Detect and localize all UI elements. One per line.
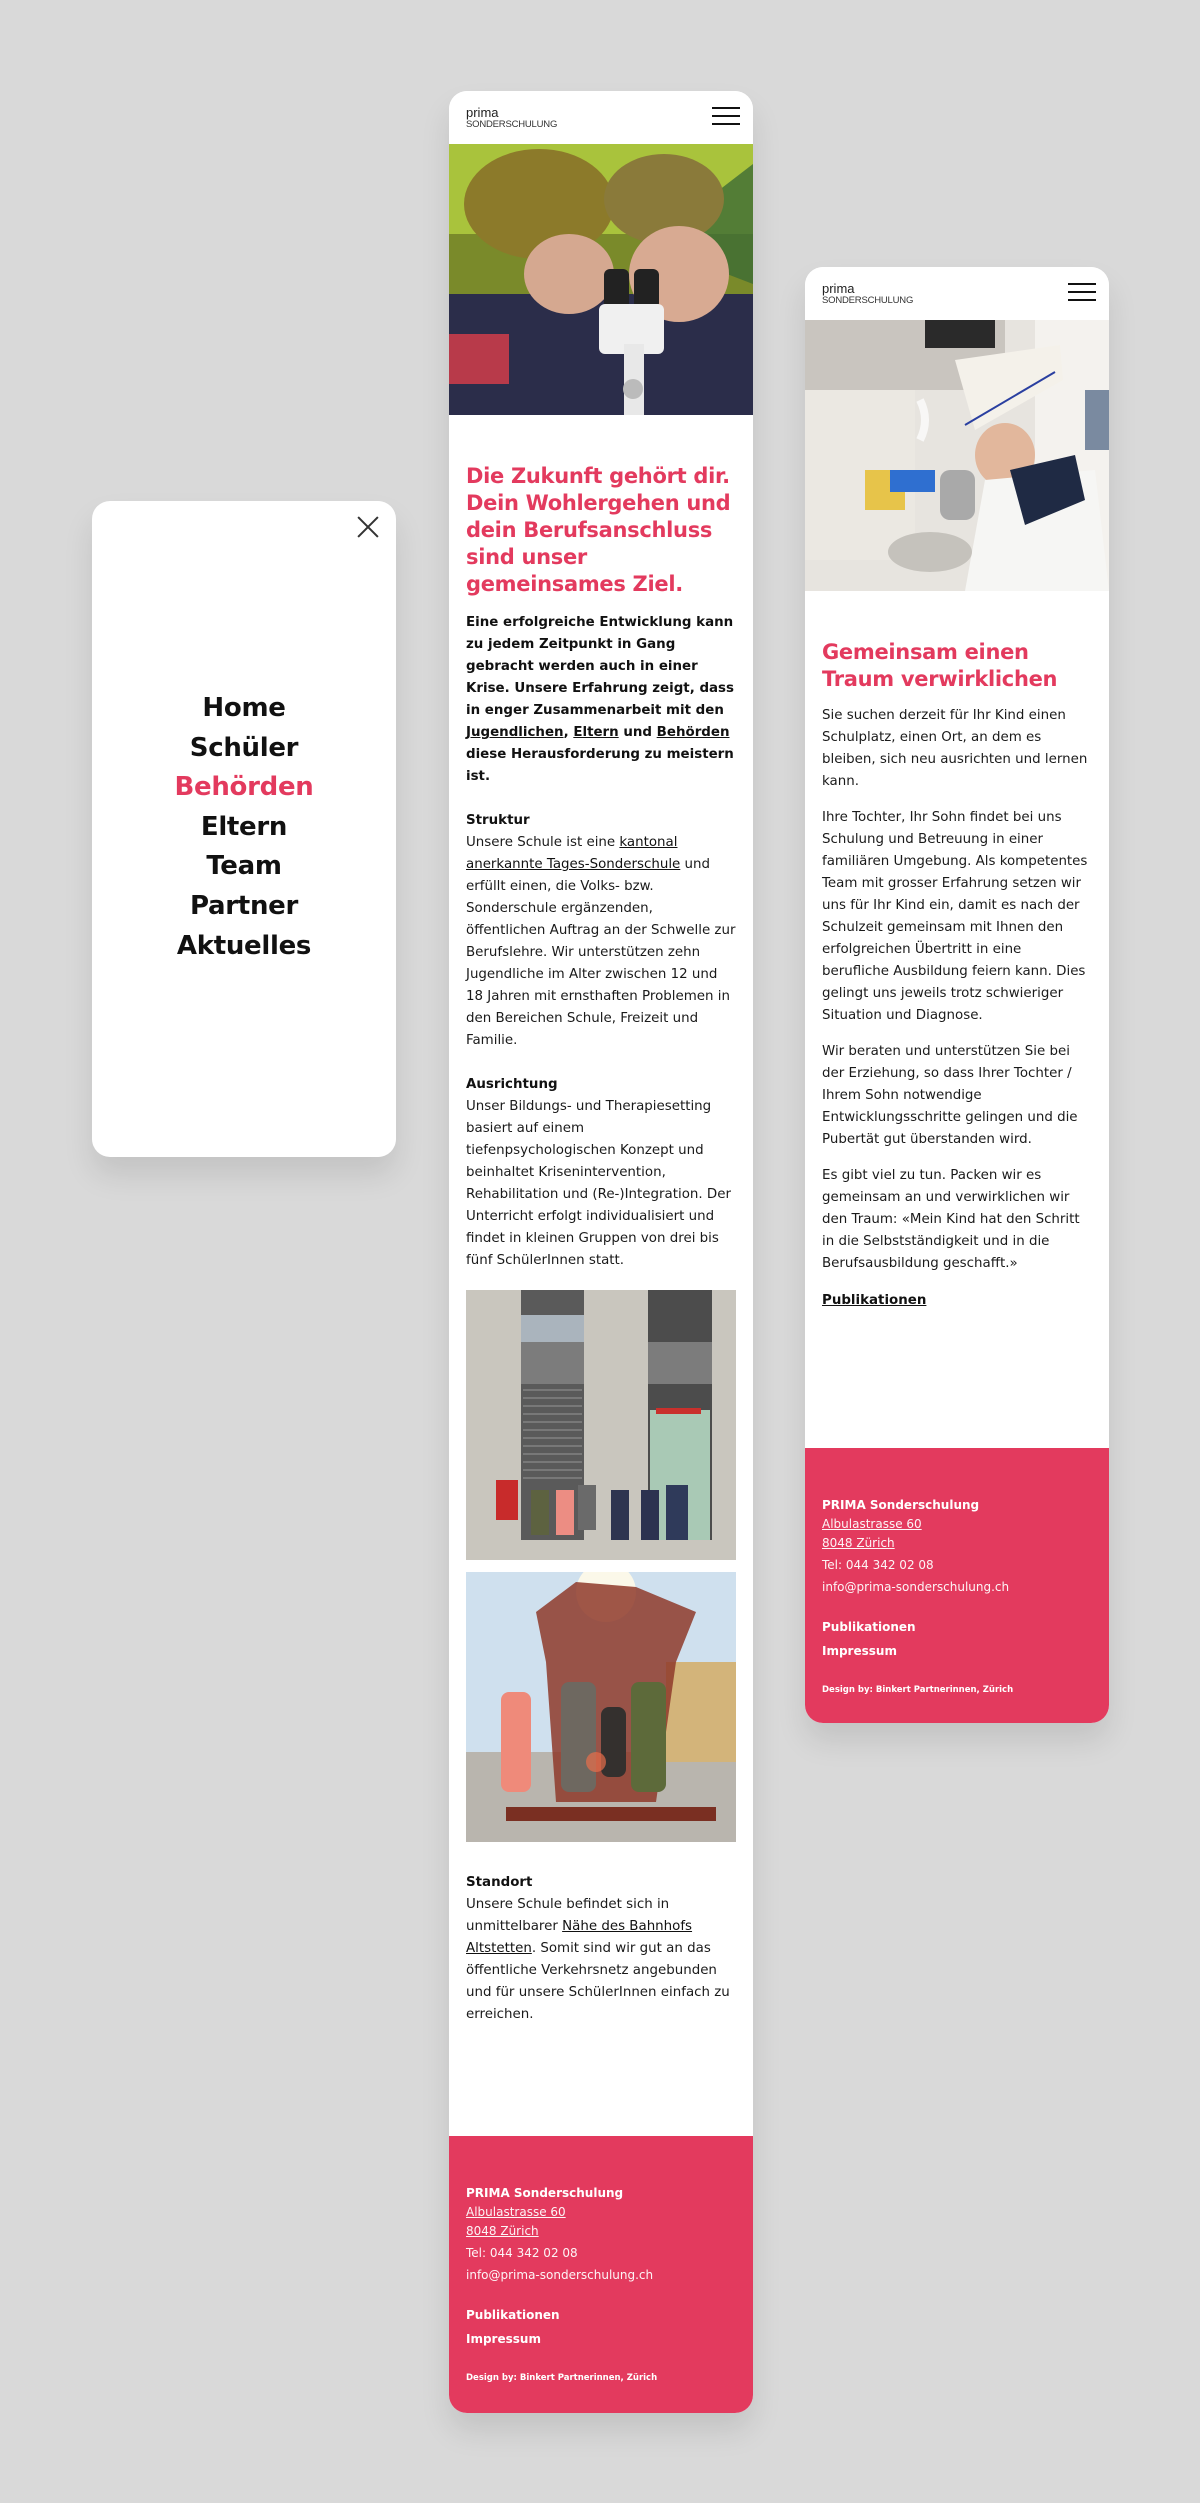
link-tages-sonderschule[interactable]: kantonal anerkannte Tages-Sonderschule: [466, 835, 681, 872]
body-text: Unsere Schule befindet sich in unmittelbarer: [466, 1897, 670, 1934]
image-group-facade: [466, 1290, 736, 1560]
section-title: Ausrichtung: [466, 1077, 558, 1092]
footer-street-link[interactable]: Albulastrasse 60: [466, 2205, 566, 2219]
body-text: und erfüllt einen, die Volks- bzw. Sonderschule ergänzenden, öffentlichen Auftrag an der Schwelle zur Berufslehre. Wir unterstützen zehn Jugendliche im Alter zwischen 12 und 18 Jahren mit ernsthaften Problemen in den Bereichen Schule, Freizeit und Familie.: [466, 857, 736, 1048]
paragraph: Sie suchen derzeit für Ihr Kind einen Schulplatz, einen Ort, an dem es bleiben, sich neu ausrichten und lernen kann.: [822, 708, 1088, 789]
body-text: . Somit sind wir gut an das öffentliche Verkehrsnetz angebunden und für unsere SchülerInnen einfach zu erreichen.: [466, 1941, 730, 2022]
mobile-menu-overlay: [92, 501, 396, 1157]
section-body: [466, 832, 736, 1052]
paragraph: Ihre Tochter, Ihr Sohn findet bei uns Schulung und Betreuung in einer familiären Umgebung. Als kompetentes Team mit grosser Erfahrung setzen wir uns für Ihr Kind ein, damit es nach der Schulzeit gemeinsam mit Ihnen den erfolgreichen Übertritt in eine berufliche Ausbildung feiern kann. Dies gelingt uns jeweils trotz schwieriger Situation und Diagnose.: [822, 810, 1088, 1023]
logo-subline: SONDERSCHULUNG: [822, 295, 914, 306]
footer-link-impressum[interactable]: Impressum: [822, 1644, 897, 1658]
footer-phone: Tel: 044 342 02 08: [822, 1558, 934, 1572]
menu-item-eltern[interactable]: Eltern: [200, 811, 288, 842]
page-behoerden-mobile: [449, 91, 753, 2413]
section-ausrichtung: [466, 1074, 736, 1272]
site-logo[interactable]: [466, 106, 557, 130]
hero-image-microscope: [449, 144, 753, 415]
menu-item-behoerden[interactable]: Behörden: [174, 772, 314, 803]
sculpture-photo-illustration: [466, 1572, 736, 1842]
paragraph: Es gibt viel zu tun. Packen wir es gemeinsam an und verwirklichen wir den Traum: «Mein Kind hat den Schritt in die Selbstständigkeit und in die Berufsausbildung geschafft.»: [822, 1168, 1080, 1271]
publikationen-link[interactable]: Publikationen: [822, 1293, 927, 1308]
site-footer: [805, 1448, 1109, 1723]
footer-street-link[interactable]: Albulastrasse 60: [822, 1517, 922, 1531]
hamburger-menu-icon[interactable]: [712, 107, 740, 125]
image-group-sculpture: [466, 1572, 736, 1842]
footer-link-publikationen[interactable]: Publikationen: [466, 2308, 560, 2322]
hero-photo-illustration: [449, 144, 753, 415]
menu-item-home[interactable]: Home: [202, 693, 286, 723]
footer-link-impressum[interactable]: Impressum: [466, 2332, 541, 2346]
hamburger-menu-icon[interactable]: [1068, 283, 1096, 301]
hero-photo-illustration: [805, 320, 1109, 591]
footer-design-credit: Design by: Binkert Partnerinnen, Zürich: [466, 2373, 658, 2383]
link-jugendlichen[interactable]: Jugendlichen: [466, 725, 564, 740]
page-eltern-mobile: [805, 267, 1109, 1723]
link-eltern[interactable]: Eltern: [573, 725, 619, 740]
page-headline: Gemeinsam einen Traum verwirklichen: [822, 640, 1058, 691]
section-title: Standort: [466, 1875, 533, 1890]
facade-photo-illustration: [466, 1290, 736, 1560]
menu-item-schueler[interactable]: Schüler: [189, 732, 299, 763]
lead-text: und: [618, 725, 657, 740]
section-standort: [449, 1872, 753, 2026]
footer-city-link[interactable]: 8048 Zürich: [822, 1536, 895, 1550]
link-behoerden[interactable]: Behörden: [656, 725, 730, 740]
footer-city-link[interactable]: 8048 Zürich: [466, 2224, 539, 2238]
section-body: [466, 1894, 736, 2026]
paragraph: Wir beraten und unterstützen Sie bei der Erziehung, so dass Ihrer Tochter / Ihrem Sohn notwendige Entwicklungsschritte gelingen und die Pubertät gut überstanden wird.: [822, 1044, 1078, 1147]
logo-wordmark: prima: [822, 281, 855, 296]
link-bahnhof-altstetten[interactable]: Nähe des Bahnhofs Altstetten: [466, 1919, 693, 1956]
lead-text: ,: [563, 725, 574, 740]
hero-image-child-cook: [805, 320, 1109, 591]
menu-item-team[interactable]: Team: [206, 851, 282, 882]
site-header: [449, 91, 753, 144]
lead-text: diese Herausforderung zu meistern ist.: [466, 747, 734, 784]
section-title: Struktur: [466, 813, 530, 828]
section-body: Unser Bildungs- und Therapiesetting basiert auf einem tiefenpsychologischen Konzept und beinhaltet Krisenintervention, Rehabilitation und (Re-)Integration. Der Unterricht erfolgt individualisiert und findet in kleinen Gruppen von drei bis fünf SchülerInnen statt.: [466, 1099, 731, 1268]
footer-design-credit: Design by: Binkert Partnerinnen, Zürich: [822, 1685, 1014, 1695]
lead-paragraph: [466, 612, 736, 788]
footer-org-name: PRIMA Sonderschulung: [466, 2186, 624, 2200]
close-icon[interactable]: [356, 515, 380, 539]
site-footer: [449, 2136, 753, 2413]
body-text: Unsere Schule ist eine: [466, 835, 620, 850]
logo-wordmark: prima: [466, 105, 499, 120]
footer-link-publikationen[interactable]: Publikationen: [822, 1620, 916, 1634]
footer-email[interactable]: info@prima-sonderschulung.ch: [822, 1580, 1010, 1594]
menu-item-aktuelles[interactable]: Aktuelles: [176, 930, 312, 961]
menu-item-partner[interactable]: Partner: [189, 890, 299, 921]
page-headline: Die Zukunft gehört dir. Dein Wohlergehen und dein Berufsanschluss sind unser gemeinsames Ziel.: [466, 464, 731, 596]
main-navigation: [92, 689, 396, 966]
lead-text: Eine erfolgreiche Entwicklung kann zu jedem Zeitpunkt in Gang gebracht werden auch in einer Krise. Unsere Erfahrung zeigt, dass in enger Zusammenarbeit mit den: [466, 615, 735, 718]
section-struktur: [466, 810, 736, 1052]
article-body: [822, 705, 1092, 1308]
footer-phone: Tel: 044 342 02 08: [466, 2246, 578, 2260]
site-header: [805, 267, 1109, 320]
footer-email[interactable]: info@prima-sonderschulung.ch: [466, 2268, 654, 2282]
site-logo[interactable]: [822, 282, 913, 306]
footer-org-name: PRIMA Sonderschulung: [822, 1498, 980, 1512]
logo-subline: SONDERSCHULUNG: [466, 119, 558, 130]
